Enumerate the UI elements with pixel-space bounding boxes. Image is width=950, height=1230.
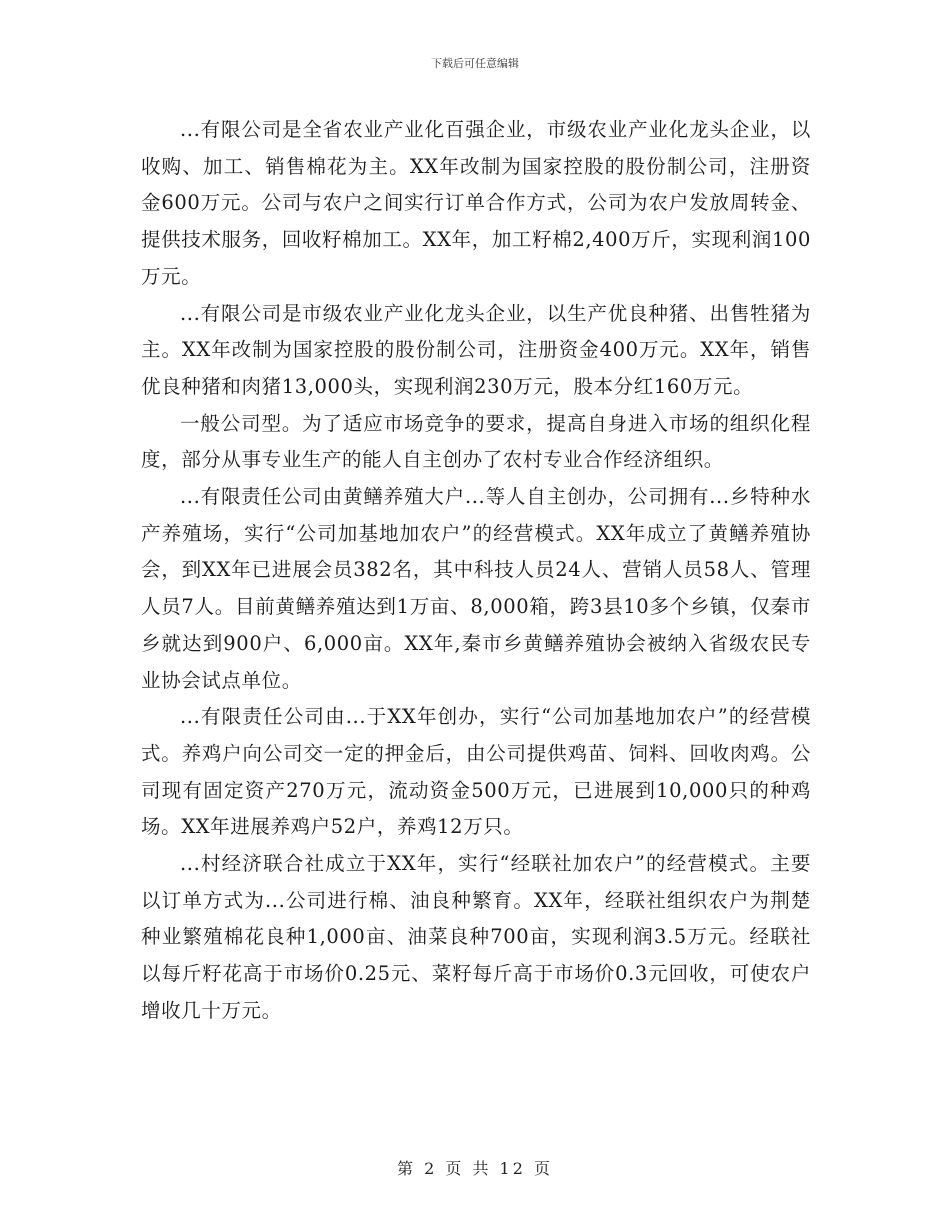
document-body — [141, 112, 811, 1030]
page-header: 下载后可任意编辑 — [431, 57, 519, 70]
paragraph-pig-company: ...有限公司是市级农业产业化龙头企业，以生产优良种猪、出售牲猪为主。XX年改制为国家控股的股份制公司，注册资金400万元。XX年，销售优良种猪和肉猪13,000头，实现利润230万元，股本分红160万元。 — [141, 301, 811, 398]
paragraph-chicken-company: ...有限责任公司由...于XX年创办，实行“公司加基地加农户”的经营模式。养鸡户向公司交一定的押金后，由公司提供鸡苗、饲料、回收肉鸡。公司现有固定资产270万元，流动资金500万元，已进展到10,000只的种鸡场。XX年进展养鸡户52户，养鸡12万只。 — [141, 705, 811, 839]
paragraph-eel-company: ...有限责任公司由黄鳝养殖大户...等人自主创办，公司拥有...乡特种水产养殖场，实行“公司加基地加农户”的经营模式。XX年成立了黄鳝养殖协会，到XX年已进展会员382名，其中科技人员24人、营销人员58人、管理人员7人。目前黄鳝养殖达到1万亩、8,000箱，跨3县10多个乡镇，仅秦市乡就达到900户、6,000亩。XX年,秦市乡黄鳝养殖协会被纳入省级农民专业协会试点单位。 — [141, 485, 811, 692]
page-number: 第 2 页 共 12 页 — [397, 1159, 553, 1178]
paragraph-cotton-company: ...有限公司是全省农业产业化百强企业，市级农业产业化龙头企业，以收购、加工、销售棉花为主。XX年改制为国家控股的股份制公司，注册资金600万元。公司与农户之间实行订单合作方式，公司为农户发放周转金、提供技术服务，回收籽棉加工。XX年，加工籽棉2,400万斤，实现利润100万元。 — [141, 118, 811, 288]
paragraph-general-company-type: 一般公司型。为了适应市场竞争的要求，提高自身进入市场的组织化程度，部分从事专业生产的能人自主创办了农村专业合作经济组织。 — [141, 411, 811, 472]
paragraph-village-cooperative: ...村经济联合社成立于XX年，实行“经联社加农户”的经营模式。主要以订单方式为...公司进行棉、油良种繁育。XX年，经联社组织农户为荆楚种业繁殖棉花良种1,000亩、油菜良种700亩，实现利润3.5万元。经联社以每斤籽花高于市场价0.25元、菜籽每斤高于市场价0.3元回收，可使农户增收几十万元。 — [141, 852, 811, 1022]
